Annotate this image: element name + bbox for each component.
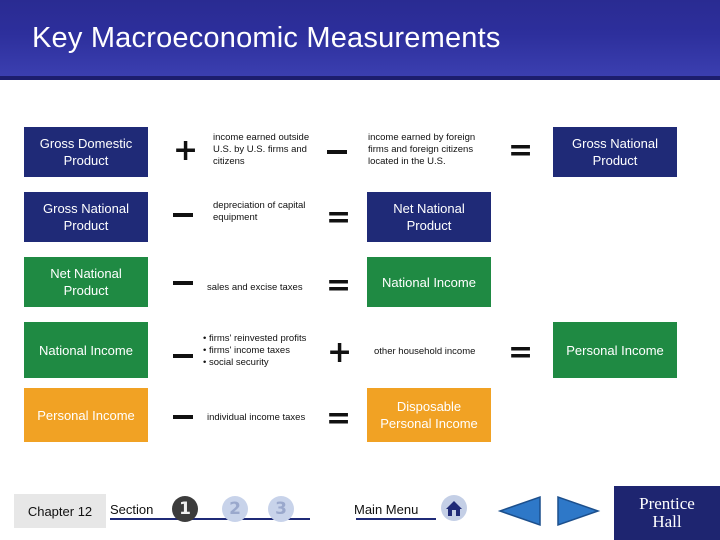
equals-operator: = bbox=[326, 268, 352, 303]
national-income-label: National Income bbox=[39, 342, 133, 358]
section-label: Section bbox=[110, 502, 154, 517]
minus-operator bbox=[173, 415, 193, 419]
home-icon[interactable] bbox=[440, 494, 468, 522]
personal-income-label: Personal Income bbox=[37, 407, 135, 423]
income-foreign-text: income earned by foreign firms and foreign citizens located in the U.S. bbox=[368, 132, 476, 167]
disposable-income-result-label: Disposable Personal Income bbox=[380, 399, 478, 431]
deductions-list bbox=[203, 333, 323, 369]
header-divider bbox=[0, 76, 720, 80]
equals-operator: = bbox=[326, 401, 352, 436]
gnp-result-label: Gross National Product bbox=[572, 136, 658, 168]
gdp-label: Gross Domestic Product bbox=[39, 136, 133, 168]
nnp-box bbox=[24, 257, 148, 307]
national-income-result-label: National Income bbox=[382, 274, 476, 290]
national-income-box bbox=[24, 322, 148, 378]
minus-operator bbox=[173, 281, 193, 285]
section-3-button[interactable]: 3 bbox=[268, 496, 294, 522]
page-title: Key Macroeconomic Measurements bbox=[32, 22, 501, 54]
gnp-label: Gross National Product bbox=[43, 201, 129, 233]
social-security-item: • social security bbox=[203, 357, 269, 368]
equals-operator: = bbox=[508, 133, 534, 168]
forward-arrow-icon[interactable] bbox=[552, 494, 602, 528]
equals-operator: = bbox=[508, 335, 534, 370]
depreciation-text: depreciation of capital equipment bbox=[213, 200, 306, 223]
minus-operator bbox=[327, 150, 347, 154]
firms-income-taxes-item: • firms' income taxes bbox=[203, 345, 290, 356]
national-income-result-box bbox=[367, 257, 491, 307]
sales-excise-text: sales and excise taxes bbox=[207, 282, 303, 293]
main-menu-link[interactable]: Main Menu bbox=[354, 502, 419, 517]
other-household-income-text: other household income bbox=[374, 346, 476, 357]
reinvested-profits-item: • firms' reinvested profits bbox=[203, 333, 307, 344]
nnp-result-box bbox=[367, 192, 491, 242]
publisher-logo bbox=[614, 486, 720, 540]
income-outside-us-text: income earned outside U.S. by U.S. firms and citizens bbox=[213, 132, 310, 167]
plus-operator: + bbox=[327, 335, 353, 370]
minus-operator bbox=[173, 213, 193, 217]
individual-income-taxes-text: individual income taxes bbox=[207, 412, 306, 423]
personal-income-result-label: Personal Income bbox=[566, 342, 664, 358]
chapter-label: Chapter 12 bbox=[14, 494, 106, 528]
disposable-income-result-box bbox=[367, 388, 491, 442]
section-2-button[interactable]: 2 bbox=[222, 496, 248, 522]
nnp-result-label: Net National Product bbox=[393, 201, 465, 233]
personal-income-result-box bbox=[553, 322, 677, 378]
gdp-box bbox=[24, 127, 148, 177]
equals-operator: = bbox=[326, 200, 352, 235]
gnp-box bbox=[24, 192, 148, 242]
plus-operator: + bbox=[173, 133, 199, 168]
brand-line-2: Hall bbox=[652, 512, 682, 531]
gnp-result-box bbox=[553, 127, 677, 177]
personal-income-box bbox=[24, 388, 148, 442]
back-arrow-icon[interactable] bbox=[496, 494, 546, 528]
nnp-label: Net National Product bbox=[50, 266, 122, 298]
minus-operator bbox=[173, 354, 193, 358]
main-menu-underline bbox=[356, 518, 436, 520]
brand-line-1: Prentice bbox=[639, 494, 695, 513]
section-1-button[interactable]: 1 bbox=[172, 496, 198, 522]
